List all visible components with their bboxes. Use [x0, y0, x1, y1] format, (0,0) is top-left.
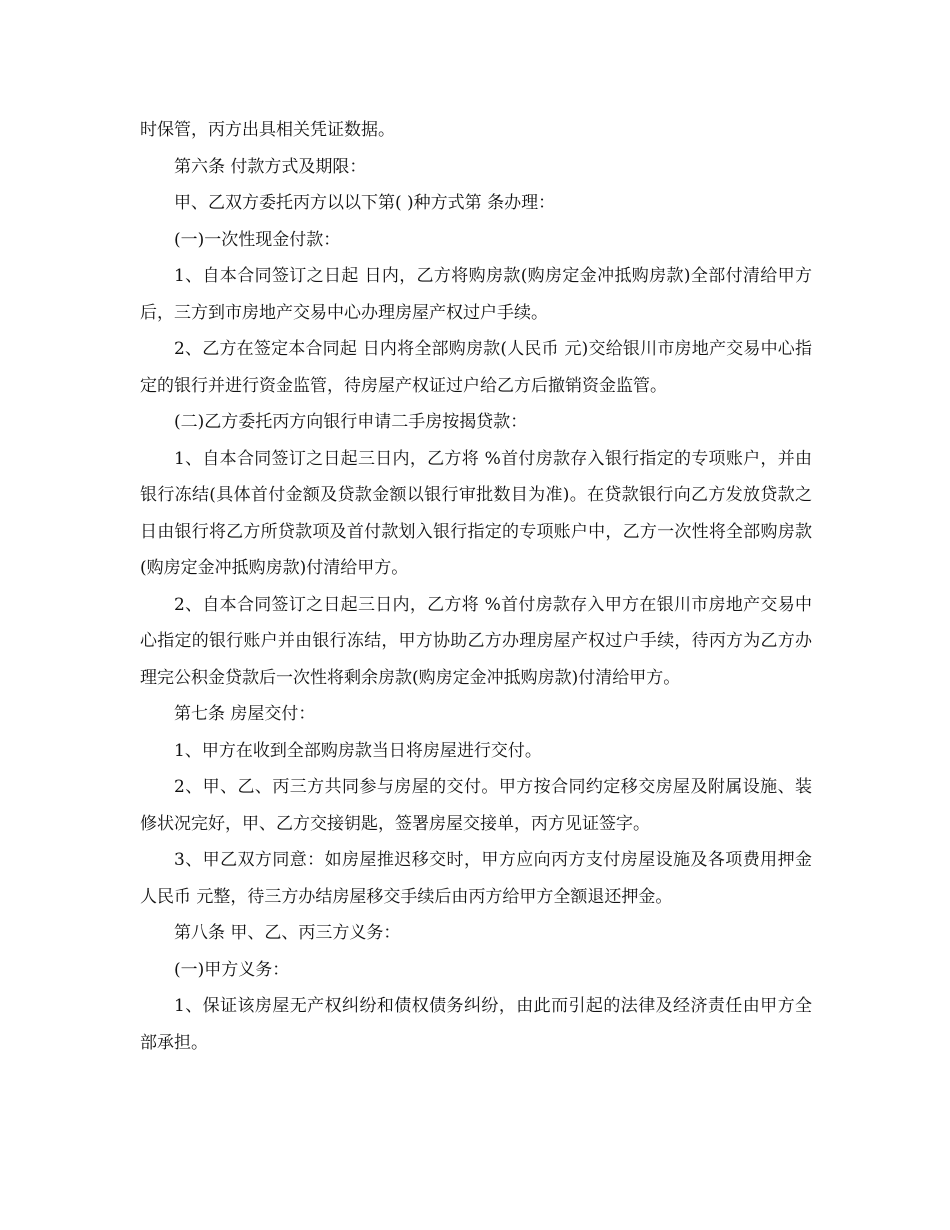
paragraph-cash-item-2: 2、乙方在签定本合同起 日内将全部购房款(人民币 元)交给银川市房地产交易中心指定的银行并进行资金监管，待房屋产权证过户给乙方后撤销资金监管。	[140, 339, 812, 396]
paragraph-cash-item-1: 1、自本合同签订之日起 日内，乙方将购房款(购房定金冲抵购房款)全部付清给甲方后，三方到市房地产交易中心办理房屋产权过户手续。	[140, 266, 812, 323]
article-6-heading: 第六条 付款方式及期限：	[174, 156, 367, 177]
article-7-heading: 第七条 房屋交付：	[174, 704, 316, 724]
section-mortgage-loan: (二)乙方委托丙方向银行申请二手房按揭贷款：	[174, 412, 528, 432]
paragraph-delivery-item-3: 3、甲乙双方同意：如房屋推迟移交时，甲方应向丙方支付房屋设施及各项费用押金人民币 元整，待三方办结房屋移交手续后由丙方给甲方全额退还押金。	[140, 850, 812, 907]
paragraph-loan-item-2: 2、自本合同签订之日起三日内，乙方将 %首付房款存入甲方在银川市房地产交易中心指定的银行账户并由银行冻结，甲方协助乙方办理房屋产权过户手续，待丙方为乙方办理完公积金贷款后一次性将剩余房款(购房定金冲抵购房款)付清给甲方。	[140, 594, 812, 688]
section-party-a-obligations: (一)甲方义务：	[174, 959, 290, 980]
section-one-time-cash: (一)一次性现金付款：	[174, 229, 341, 250]
paragraph-loan-item-1: 1、自本合同签订之日起三日内，乙方将 %首付房款存入银行指定的专项账户，并由银行冻结(具体首付金额及贷款金额以银行审批数目为准)。在贷款银行向乙方发放贷款之日由银行将乙方所贷款项及首付款划入银行指定的专项账户中，乙方一次性将全部购房款(购房定金冲抵购房款)付清给甲方。	[140, 448, 812, 578]
paragraph-obligation-item-1: 1、保证该房屋无产权纠纷和债权债务纠纷，由此而引起的法律及经济责任由甲方全部承担。	[140, 996, 812, 1053]
paragraph-delivery-item-1: 1、甲方在收到全部购房款当日将房屋进行交付。	[174, 740, 542, 761]
paragraph-delivery-item-2: 2、甲、乙、丙三方共同参与房屋的交付。甲方按合同约定移交房屋及附属设施、装修状况完好，甲、乙方交接钥匙，签署房屋交接单，丙方见证签字。	[140, 777, 812, 834]
article-8-heading: 第八条 甲、乙、丙三方义务：	[174, 923, 401, 943]
paragraph-payment-method: 甲、乙双方委托丙方以以下第( )种方式第 条办理：	[174, 193, 556, 213]
paragraph-continuation: 时保管，丙方出具相关凭证数据。	[140, 120, 395, 140]
document-body	[140, 112, 812, 1061]
